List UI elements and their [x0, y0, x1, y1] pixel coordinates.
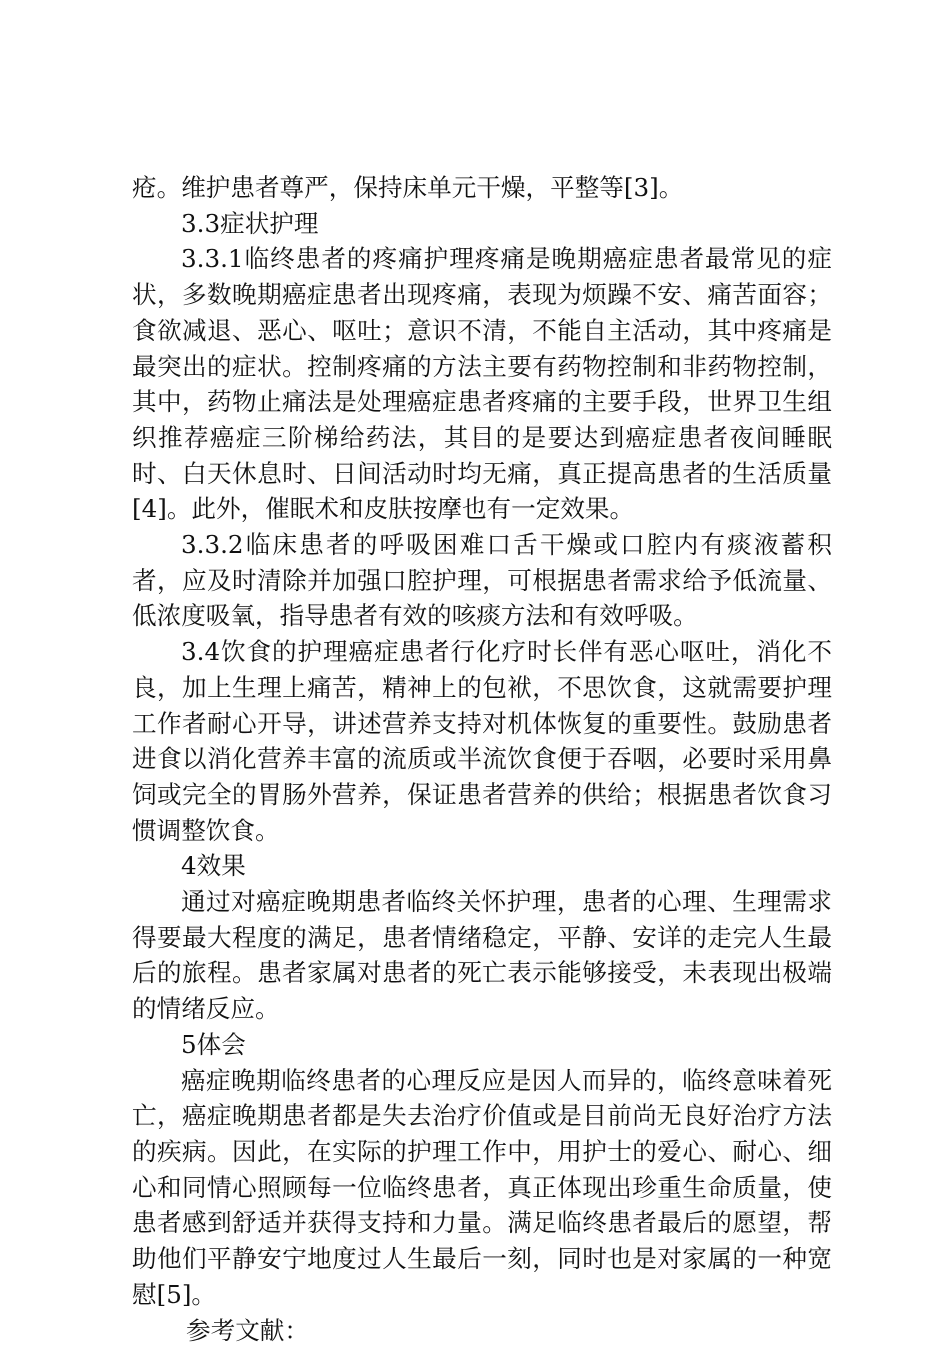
- paragraph-4-results: 通过对癌症晚期患者临终关怀护理，患者的心理、生理需求得要最大程度的满足，患者情绪稳定，平静、安详的走完人生最后的旅程。患者家属对患者的死亡表示能够接受，未表现出极端的情绪反应。: [132, 884, 832, 1027]
- section-heading-3-3: 3.3症状护理: [132, 206, 832, 242]
- document-body: [132, 170, 832, 1348]
- paragraph-continuation: 疮。维护患者尊严，保持床单元干燥，平整等[3]。: [132, 170, 832, 206]
- paragraph-5-discussion: 癌症晚期临终患者的心理反应是因人而异的，临终意味着死亡，癌症晚期患者都是失去治疗价值或是目前尚无良好治疗方法的疾病。因此，在实际的护理工作中，用护士的爱心、耐心、细心和同情心照顾每一位临终患者，真正体现出珍重生命质量，使患者感到舒适并获得支持和力量。满足临终患者最后的愿望，帮助他们平静安宁地度过人生最后一刻，同时也是对家属的一种宽慰[5]。: [132, 1063, 832, 1313]
- section-heading-4: 4效果: [132, 848, 832, 884]
- paragraph-3-4: 3.4饮食的护理癌症患者行化疗时长伴有恶心呕吐，消化不良，加上生理上痛苦，精神上的包袱，不思饮食，这就需要护理工作者耐心开导，讲述营养支持对机体恢复的重要性。鼓励患者进食以消化营养丰富的流质或半流饮食便于吞咽，必要时采用鼻饲或完全的胃肠外营养，保证患者营养的供给；根据患者饮食习惯调整饮食。: [132, 634, 832, 848]
- section-heading-5: 5体会: [132, 1027, 832, 1063]
- paragraph-3-3-1: 3.3.1临终患者的疼痛护理疼痛是晚期癌症患者最常见的症状，多数晚期癌症患者出现疼痛，表现为烦躁不安、痛苦面容；食欲减退、恶心、呕吐；意识不清，不能自主活动，其中疼痛是最突出的症状。控制疼痛的方法主要有药物控制和非药物控制，其中，药物止痛法是处理癌症患者疼痛的主要手段，世界卫生组织推荐癌症三阶梯给药法，其目的是要达到癌症患者夜间睡眠时、白天休息时、日间活动时均无痛，真正提高患者的生活质量[4]。此外，催眠术和皮肤按摩也有一定效果。: [132, 241, 832, 527]
- paragraph-3-3-2: 3.3.2临床患者的呼吸困难口舌干燥或口腔内有痰液蓄积者，应及时清除并加强口腔护理，可根据患者需求给予低流量、低浓度吸氧，指导患者有效的咳痰方法和有效呼吸。: [132, 527, 832, 634]
- references-heading: 参考文献：: [132, 1313, 832, 1348]
